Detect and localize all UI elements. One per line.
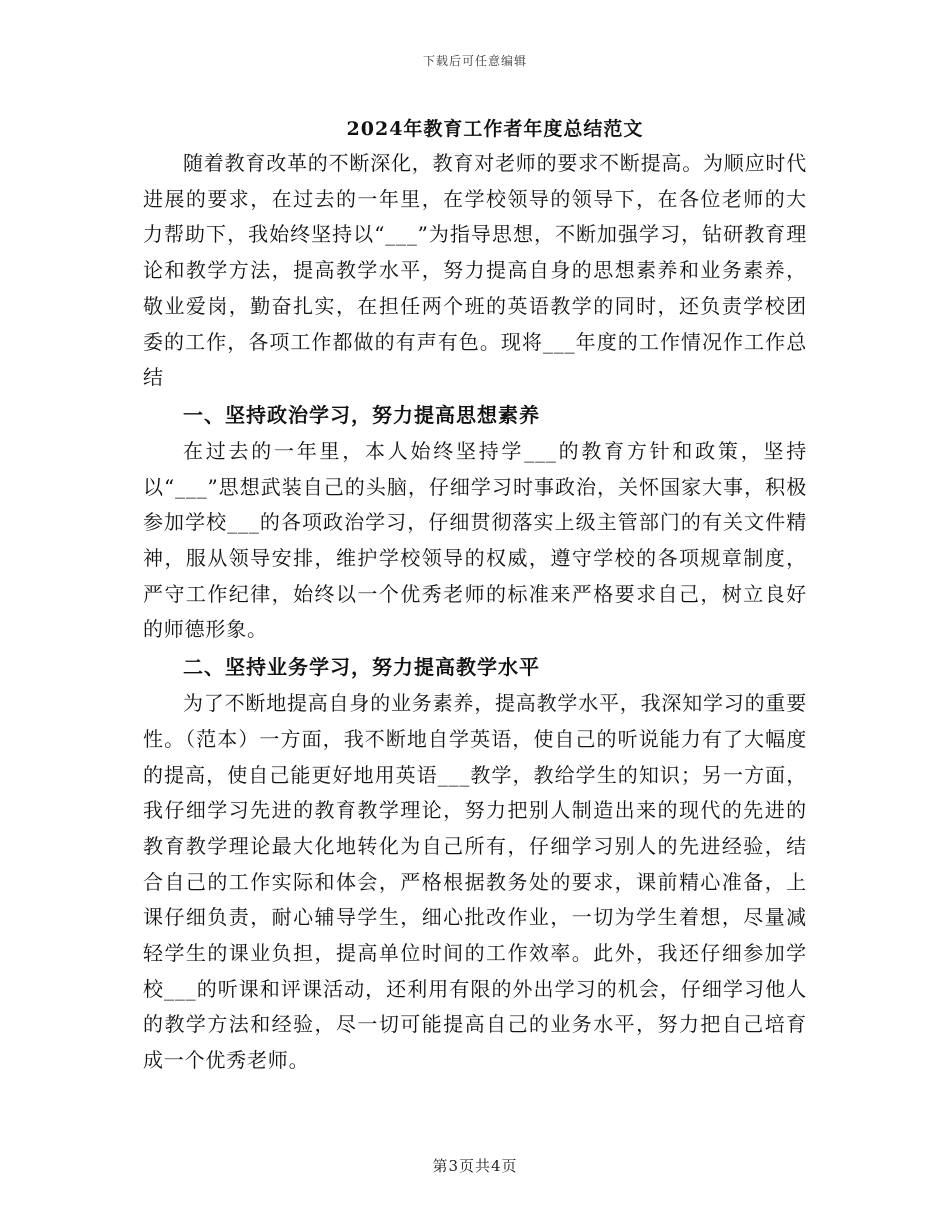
- section-heading-1: 一、坚持政治学习，努力提高思想素养: [183, 402, 540, 427]
- document-title: 2024年教育工作者年度总结范文: [346, 118, 644, 140]
- header-note: 下载后可任意编辑: [422, 54, 527, 68]
- document-body: [143, 112, 807, 1079]
- section-paragraph-2: 为了不断地提高自身的业务素养，提高教学水平，我深知学习的重要性。（范本）一方面，我不断地自学英语，使自己的听说能力有了大幅度的提高，使自己能更好地用英语___教学，教给学生的知识；另一方面，我仔细学习先进的教育教学理论，努力把别人制造出来的现代的先进的教育教学理论最大化地转化为自己所有，仔细学习别人的先进经验，结合自己的工作实际和体会，严格根据教务处的要求，课前精心准备，上课仔细负责，耐心辅导学生，细心批改作业，一切为学生着想，尽量减轻学生的课业负担，提高单位时间的工作效率。此外，我还仔细参加学校___的听课和评课活动，还利用有限的外出学习的机会，仔细学习他人的教学方法和经验，尽一切可能提高自己的业务水平，努力把自己培育成一个优秀老师。: [143, 691, 807, 1073]
- section-paragraph-1: 在过去的一年里，本人始终坚持学___的教育方针和政策，坚持以“___”思想武装自己的头脑，仔细学习时事政治，关怀国家大事，积极参加学校___的各项政治学习，仔细贯彻落实上级主管部门的有关文件精神，服从领导安排，维护学校领导的权威，遵守学校的各项规章制度，严守工作纪律，始终以一个优秀老师的标准来严格要求自己，树立良好的师德形象。: [143, 438, 807, 642]
- section-heading-2: 二、坚持业务学习，努力提高教学水平: [183, 655, 540, 680]
- intro-paragraph: 随着教育改革的不断深化，教育对老师的要求不断提高。为顺应时代进展的要求，在过去的一年里，在学校领导的领导下，在各位老师的大力帮助下，我始终坚持以“___”为指导思想，不断加强学习，钻研教育理论和教学方法，提高教学水平，努力提高自身的思想素养和业务素养，敬业爱岗，勤奋扎实，在担任两个班的英语教学的同时，还负责学校团委的工作，各项工作都做的有声有色。现将___年度的工作情况作工作总结: [143, 151, 807, 390]
- page-number: 第3页共4页: [432, 1157, 518, 1175]
